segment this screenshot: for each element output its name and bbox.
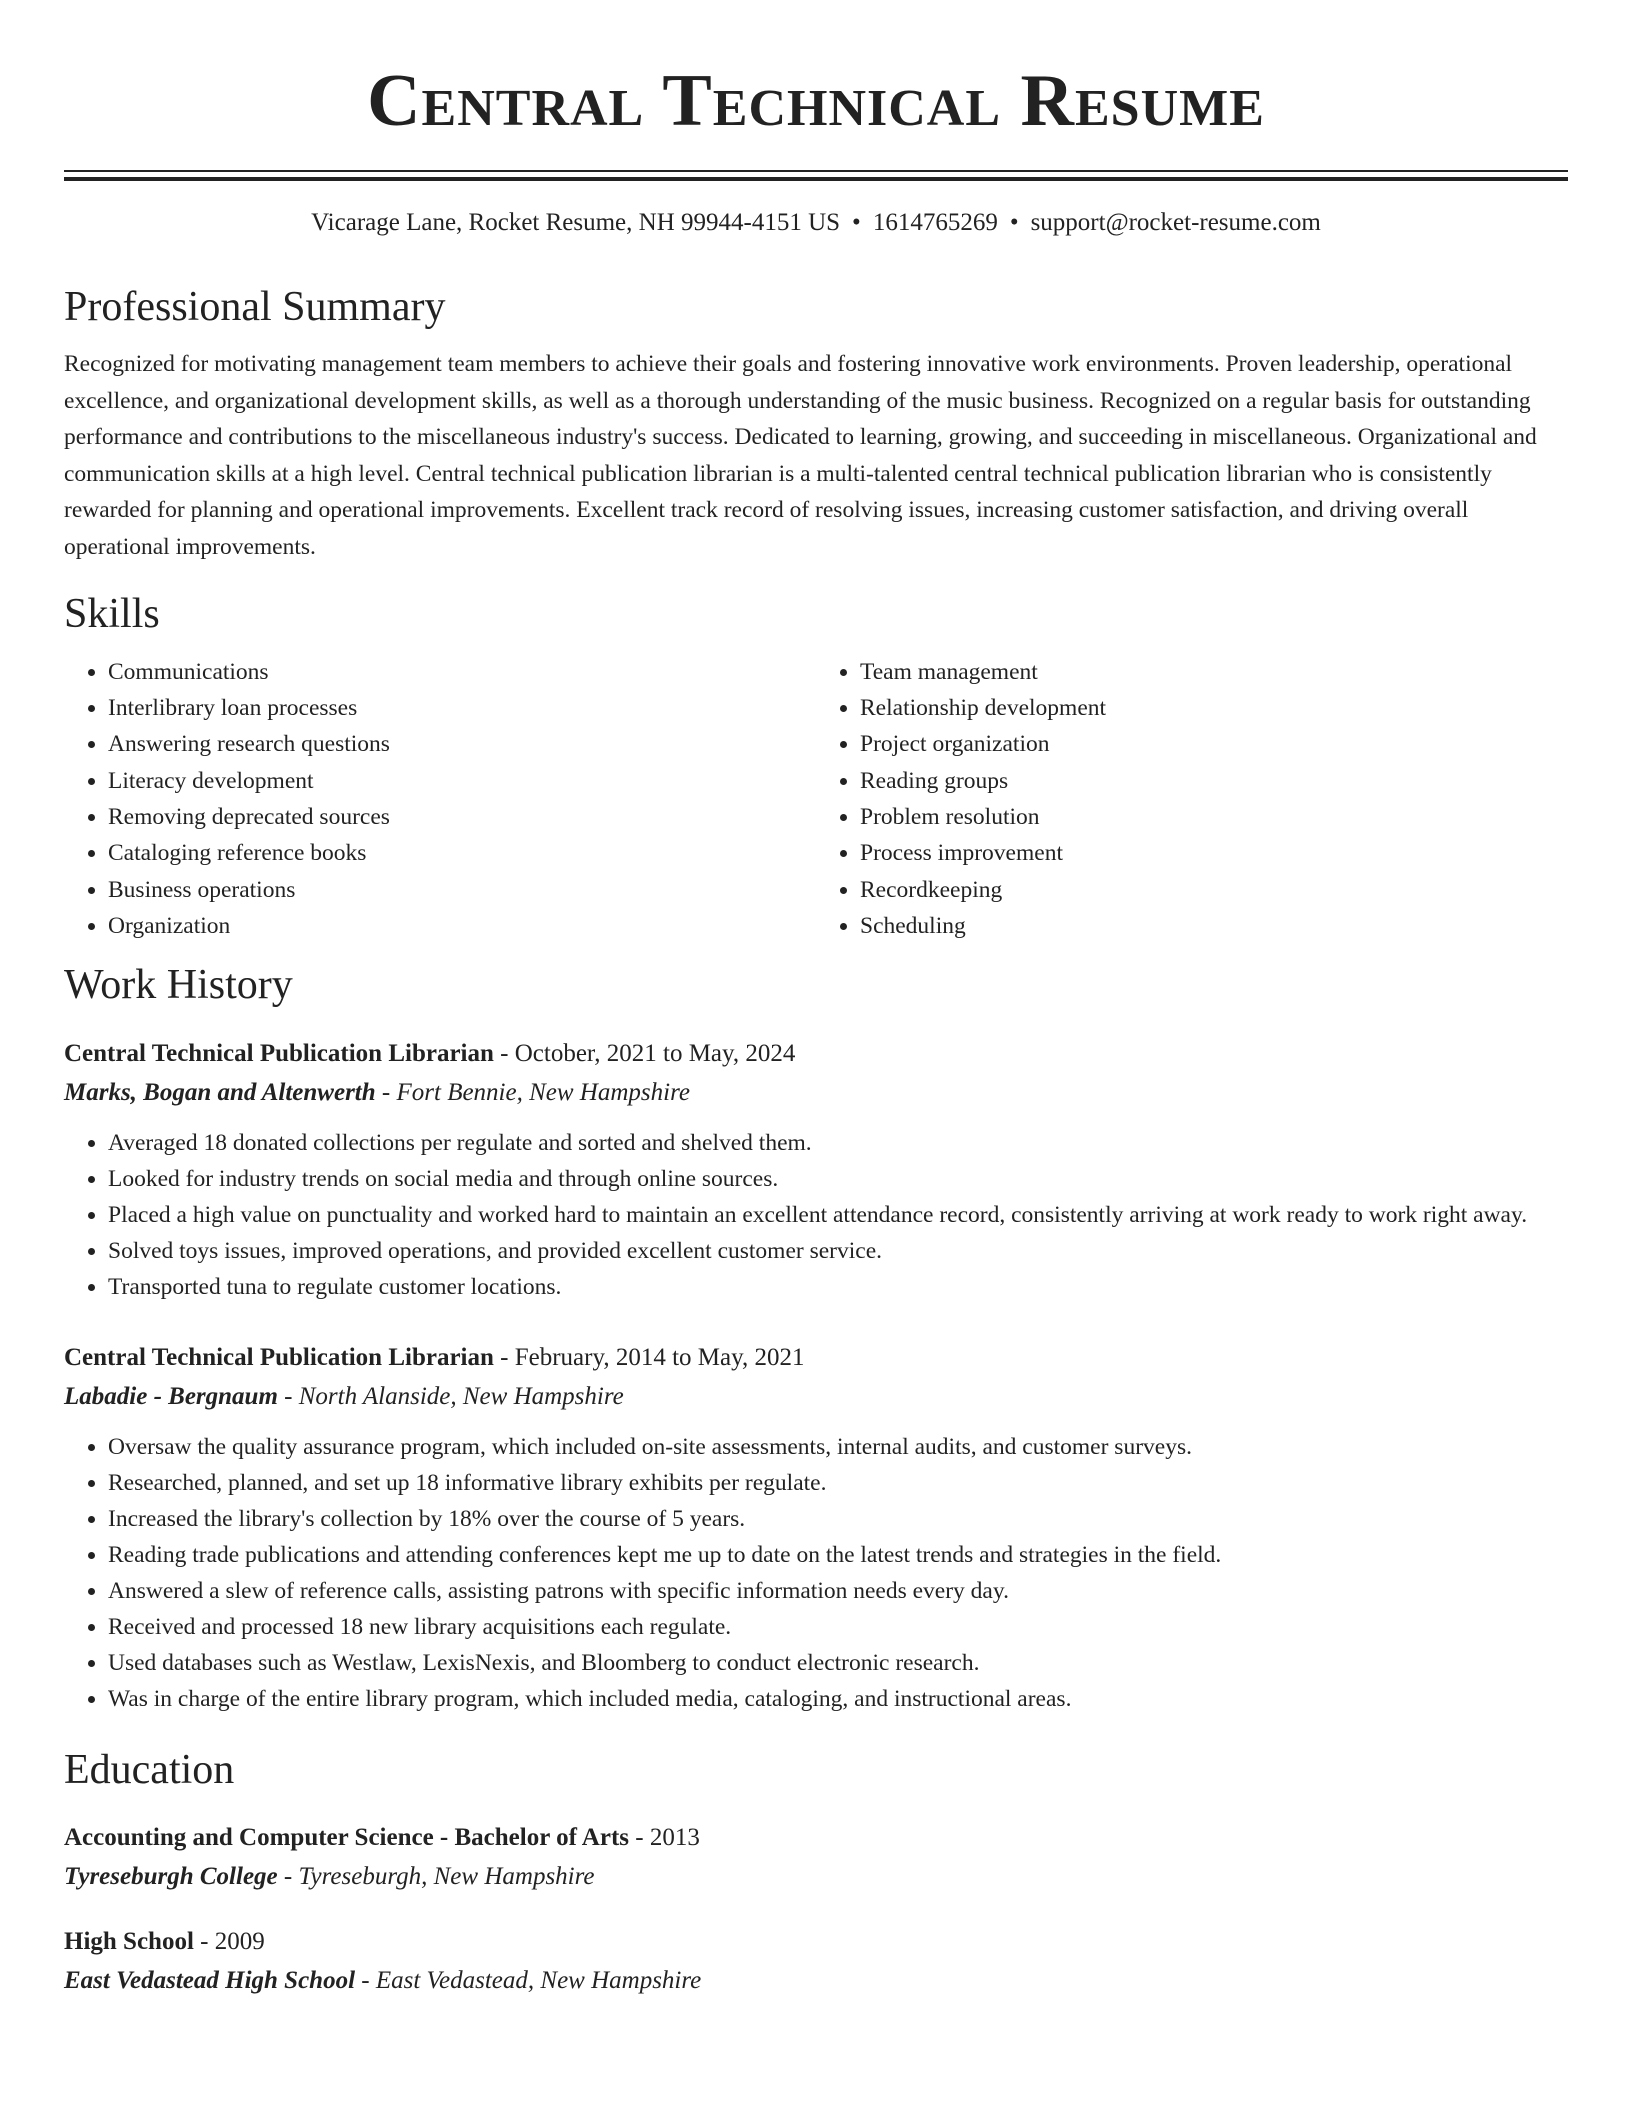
resume-title: Central Technical Resume (367, 60, 1265, 142)
degree-line (64, 1923, 1568, 1961)
skill-item: • Recordkeeping (860, 872, 1568, 908)
skill-item: • Project organization (860, 726, 1568, 762)
duty-item: • Reading trade publications and attending conferences kept me up to date on the latest trends and strategies in the field. (108, 1537, 1568, 1573)
skills-heading: Skills (64, 591, 160, 638)
school-name: Tyreseburgh College (64, 1862, 278, 1890)
degree-line (64, 1819, 1568, 1857)
skill-item: • Business operations (108, 872, 816, 908)
summary-text: Recognized for motivating management team members to achieve their goals and fostering innovative work environments. Proven leadership, operational excellence, and organizational development skills, as well as a thorough understanding of the music business. Recognized on a regular basis for outstanding performance and contributions to the miscellaneous industry's success. Dedicated to learning, growing, and succeeding in miscellaneous. Organizational and communication skills at a high level. Central technical publication librarian is a multi-talented central technical publication librarian who is consistently rewarded for planning and operational improvements. Excellent track record of resolving issues, increasing customer satisfaction, and driving overall operational improvements. (64, 351, 1537, 560)
education-heading: Education (64, 1746, 235, 1793)
job-entry (64, 1339, 1568, 1717)
contact-phone[interactable]: 1614765269 (872, 209, 998, 236)
job-title: Central Technical Publication Librarian (64, 1039, 494, 1067)
job-entry (64, 1035, 1568, 1305)
degree-name: Accounting and Computer Science - Bachelor of Arts (64, 1823, 630, 1851)
employer-location: - North Alanside, New Hampshire (277, 1382, 624, 1410)
skills-column-left (64, 654, 816, 944)
job-title: Central Technical Publication Librarian (64, 1343, 494, 1371)
duty-item: • Researched, planned, and set up 18 informative library exhibits per regulate. (108, 1465, 1568, 1501)
duty-item: • Looked for industry trends on social media and through online sources. (108, 1161, 1568, 1197)
duty-item: • Averaged 18 donated collections per regulate and sorted and shelved them. (108, 1125, 1568, 1161)
skill-item: • Communications (108, 654, 816, 690)
skill-item: • Reading groups (860, 763, 1568, 799)
employer-line (64, 1073, 1568, 1113)
summary-heading: Professional Summary (64, 284, 446, 330)
skill-item: • Cataloging reference books (108, 835, 816, 871)
job-title-line (64, 1035, 1568, 1073)
education-entry (64, 1819, 1568, 1897)
skills-list (64, 654, 1568, 944)
duty-item: • Oversaw the quality assurance program, which included on-site assessments, internal audits, and customer surveys. (108, 1429, 1568, 1465)
employer-location: - Fort Bennie, New Hampshire (375, 1078, 690, 1106)
employer-line (64, 1377, 1568, 1417)
skill-item: • Literacy development (108, 763, 816, 799)
skill-item: • Removing deprecated sources (108, 799, 816, 835)
skill-item: • Process improvement (860, 835, 1568, 871)
school-location: - East Vedastead, New Hampshire (355, 1966, 702, 1994)
work-history-heading: Work History (64, 962, 293, 1009)
job-duties (64, 1125, 1568, 1305)
job-dates: - October, 2021 to May, 2024 (493, 1039, 796, 1067)
duty-item: • Answered a slew of reference calls, assisting patrons with specific information needs every day. (108, 1573, 1568, 1609)
skill-item: • Scheduling (860, 908, 1568, 944)
contact-address: Vicarage Lane, Rocket Resume, NH 99944-4151 US (311, 209, 841, 236)
education-entry (64, 1923, 1568, 2001)
contact-line (64, 208, 1568, 238)
graduation-year: - 2009 (193, 1927, 265, 1955)
duty-item: • Was in charge of the entire library program, which included media, cataloging, and instructional areas. (108, 1681, 1568, 1717)
skill-item: • Answering research questions (108, 726, 816, 762)
duty-item: • Placed a high value on punctuality and worked hard to maintain an excellent attendance record, consistently arriving at work ready to work right away. (108, 1197, 1568, 1233)
school-location: - Tyreseburgh, New Hampshire (277, 1862, 595, 1890)
header-double-rule (64, 170, 1568, 172)
duty-item: • Received and processed 18 new library acquisitions each regulate. (108, 1609, 1568, 1645)
duty-item: • Used databases such as Westlaw, LexisNexis, and Bloomberg to conduct electronic research. (108, 1645, 1568, 1681)
skill-item: • Team management (860, 654, 1568, 690)
duty-item: • Solved toys issues, improved operations, and provided excellent customer service. (108, 1233, 1568, 1269)
skill-item: • Problem resolution (860, 799, 1568, 835)
degree-name: High School (64, 1927, 194, 1955)
resume-page (64, 0, 1568, 2001)
job-dates: - February, 2014 to May, 2021 (493, 1343, 805, 1371)
job-title-line (64, 1339, 1568, 1377)
school-name: East Vedastead High School (64, 1966, 356, 1994)
graduation-year: - 2013 (629, 1823, 700, 1851)
school-line (64, 1961, 1568, 2001)
school-line (64, 1857, 1568, 1897)
skills-column-right (816, 654, 1568, 944)
contact-separator: • (1009, 209, 1019, 236)
duty-item: • Transported tuna to regulate customer locations. (108, 1269, 1568, 1305)
skill-item: • Relationship development (860, 690, 1568, 726)
contact-separator: • (852, 209, 861, 236)
employer-name: Marks, Bogan and Altenwerth (64, 1078, 376, 1106)
duty-item: • Increased the library's collection by 18% over the course of 5 years. (108, 1501, 1568, 1537)
skill-item: • Organization (108, 908, 816, 944)
contact-email[interactable]: support@rocket-resume.com (1030, 209, 1321, 236)
job-duties (64, 1429, 1568, 1717)
employer-name: Labadie - Bergnaum (64, 1382, 278, 1410)
skill-item: • Interlibrary loan processes (108, 690, 816, 726)
